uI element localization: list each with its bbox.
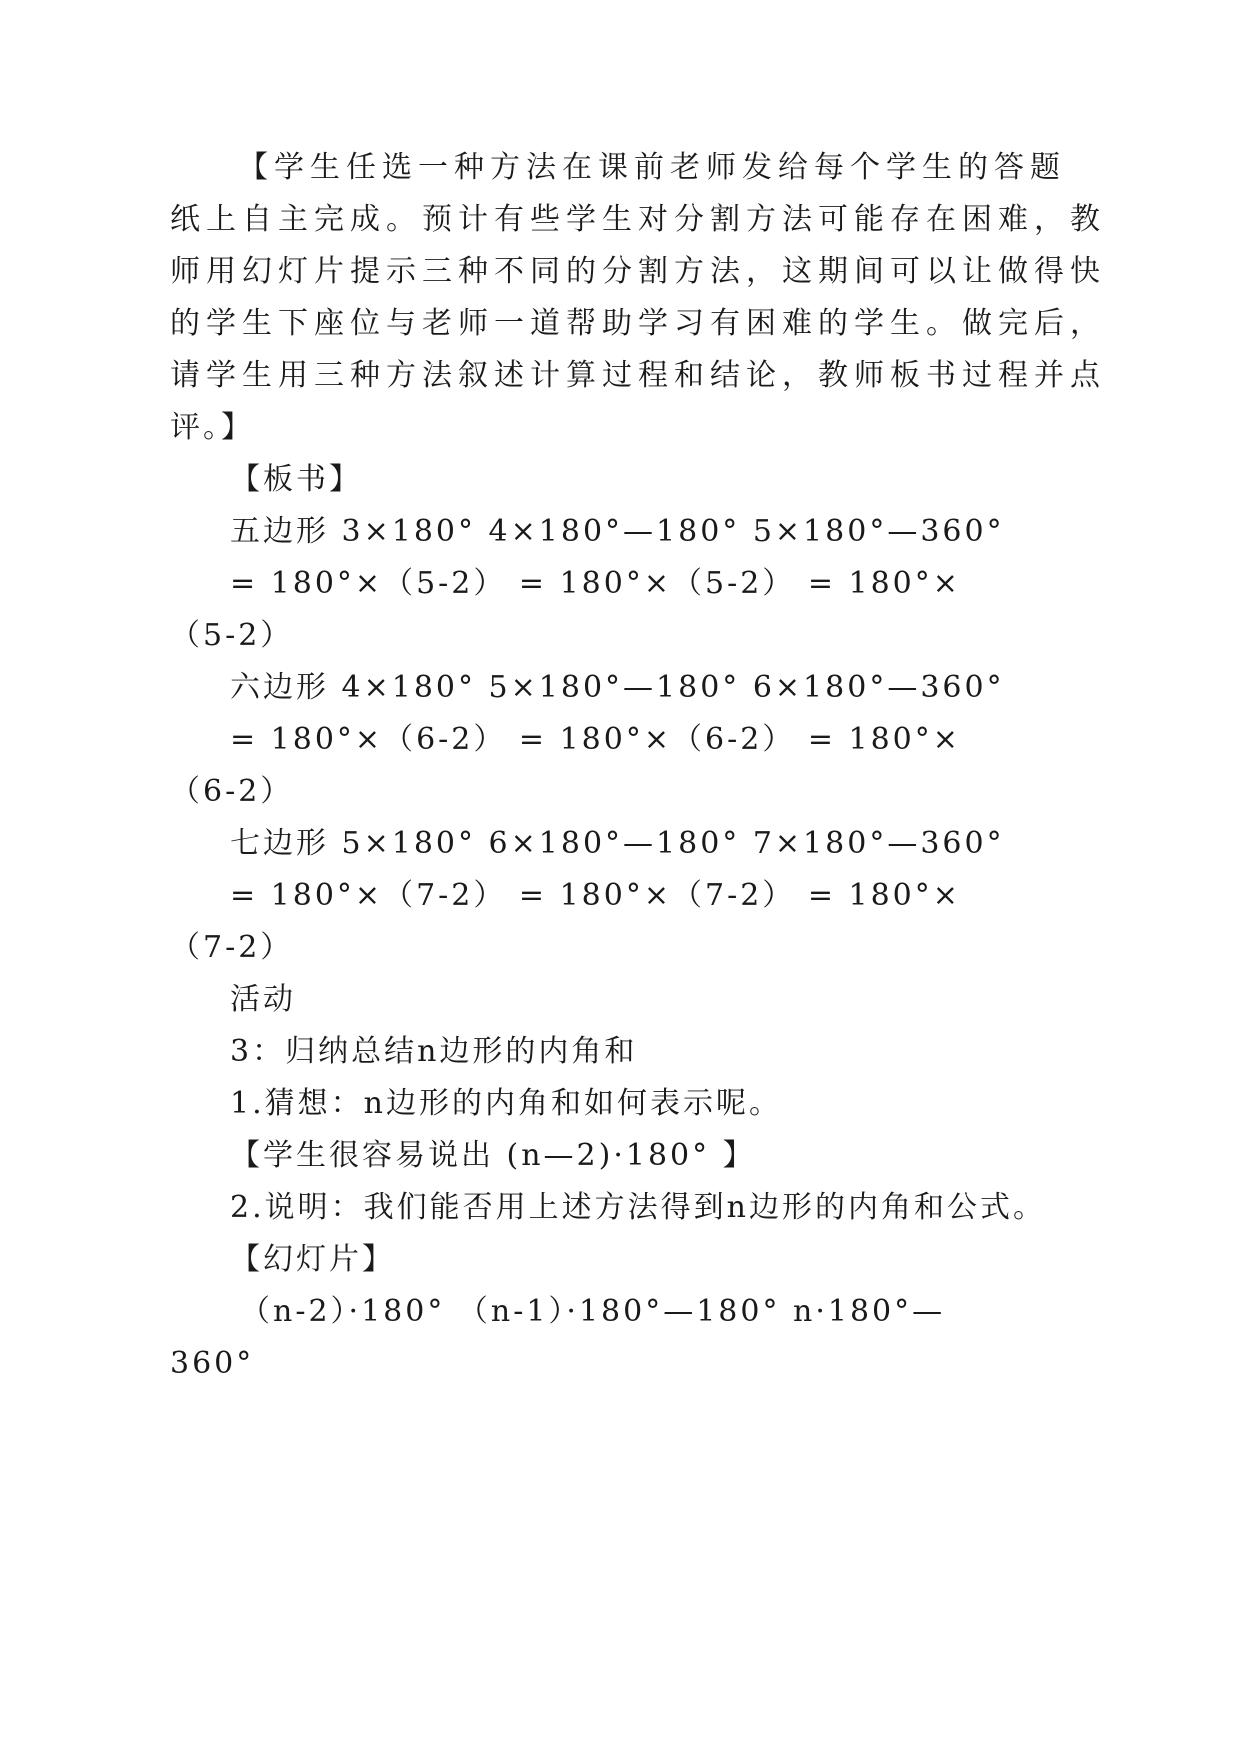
intro-line-3: 师用幻灯片提示三种不同的分割方法，这期间可以让做得快 — [170, 254, 1106, 289]
activity-explain: 2.说明：我们能否用上述方法得到n边形的内角和公式。 — [230, 1190, 1046, 1225]
hexagon-line-1: 六边形 4×180° 5×180°—180° 6×180°—360° — [230, 670, 1005, 705]
hexagon-line-2: = 180°×（6-2） = 180°×（6-2） = 180°× — [230, 722, 961, 757]
activity-title: 3：归纳总结n边形的内角和 — [230, 1034, 638, 1069]
pentagon-line-3: （5-2） — [170, 618, 294, 653]
board-heading: 【板书】 — [230, 462, 362, 497]
slide-line-2: 360° — [170, 1346, 255, 1381]
intro-line-4: 的学生下座位与老师一道帮助学习有困难的学生。做完后， — [170, 306, 1106, 341]
heptagon-line-2: = 180°×（7-2） = 180°×（7-2） = 180°× — [230, 878, 961, 913]
student-answer: 【学生很容易说出 (n—2)·180° 】 — [230, 1138, 756, 1173]
intro-line-5: 请学生用三种方法叙述计算过程和结论，教师板书过程并点 — [170, 358, 1106, 393]
intro-line-6: 评。】 — [170, 410, 254, 445]
activity-label: 活动 — [230, 982, 296, 1017]
pentagon-line-1: 五边形 3×180° 4×180°—180° 5×180°—360° — [230, 514, 1005, 549]
heptagon-line-1: 七边形 5×180° 6×180°—180° 7×180°—360° — [230, 826, 1005, 861]
intro-line-2: 纸上自主完成。预计有些学生对分割方法可能存在困难，教 — [170, 202, 1106, 237]
slide-line-1: （n-2）·180° （n-1）·180°—180° n·180°— — [240, 1294, 946, 1329]
hexagon-line-3: （6-2） — [170, 774, 294, 809]
intro-line-1: 【学生任选一种方法在课前老师发给每个学生的答题 — [238, 150, 1066, 185]
heptagon-line-3: （7-2） — [170, 930, 294, 965]
pentagon-line-2: = 180°×（5-2） = 180°×（5-2） = 180°× — [230, 566, 961, 601]
slide-heading: 【幻灯片】 — [230, 1242, 395, 1277]
activity-guess: 1.猜想：n边形的内角和如何表示呢。 — [230, 1086, 782, 1121]
